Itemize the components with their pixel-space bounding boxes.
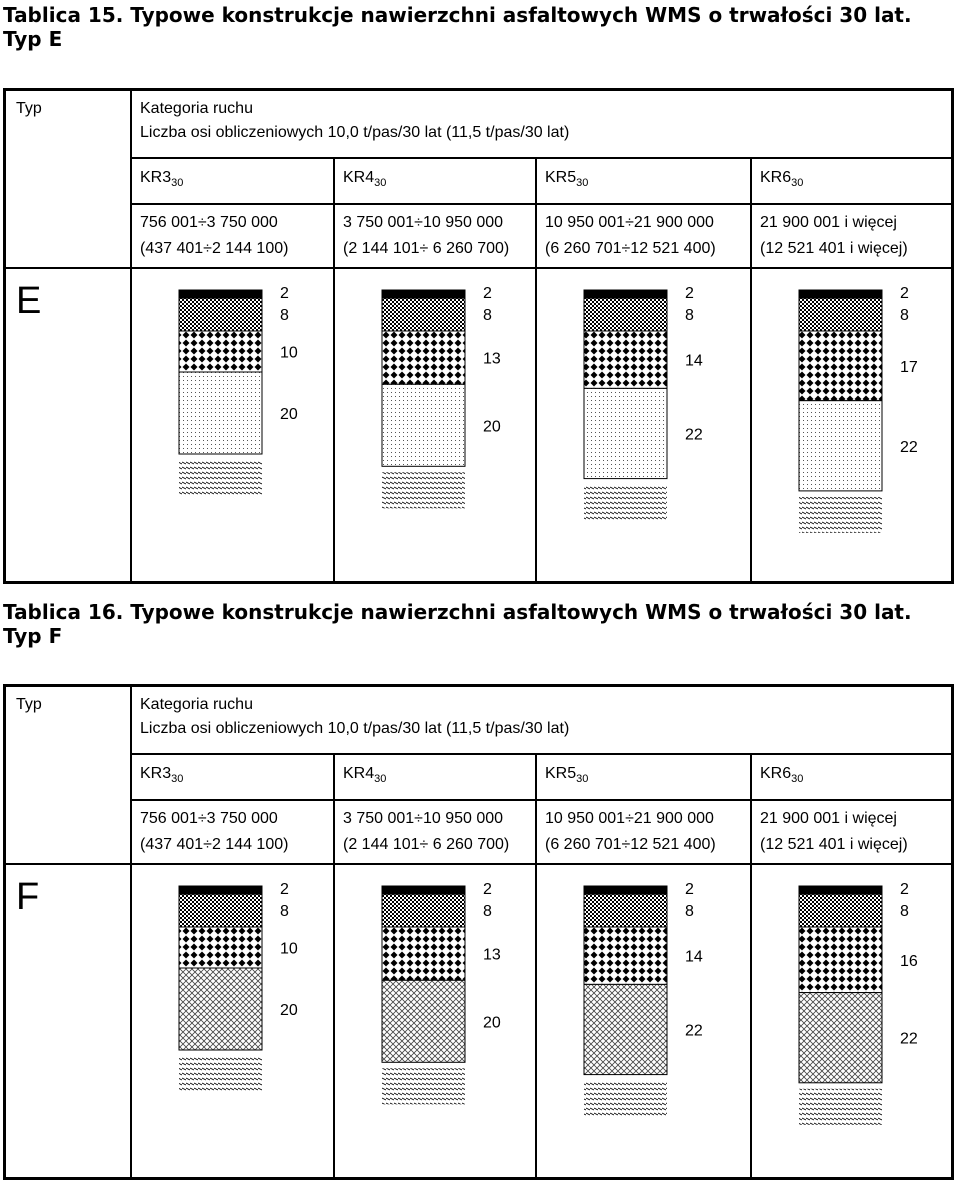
axle-range-alt: (12 521 401 i więcej): [760, 836, 908, 853]
typ-header: Typ: [16, 696, 42, 713]
binder-layer: [799, 894, 882, 927]
axle-range: 21 900 001 i więcej: [760, 214, 897, 231]
caption-line-1: Tablica 15. Typowe konstrukcje nawierzchni asfaltowych WMS o trwałości 30 lat.: [3, 3, 912, 27]
axle-range: 756 001÷3 750 000: [140, 214, 278, 231]
binder-layer: [179, 894, 262, 927]
kr-name: KR3: [140, 169, 172, 186]
table-16-svg: [6, 687, 951, 1177]
layer-thickness-label: 2: [280, 285, 289, 302]
axle-range-alt: (2 144 101÷ 6 260 700): [343, 240, 510, 257]
pavement-diagram: [179, 881, 298, 1092]
layer-thickness-label: 20: [280, 406, 298, 423]
asphalt-base-layer: [382, 927, 465, 980]
liczba-osi-label: Liczba osi obliczeniowych 10,0 t/pas/30 lat (11,5 t/pas/30 lat): [140, 124, 570, 141]
subbase-layer: [382, 384, 465, 466]
asphalt-base-layer: [584, 927, 667, 984]
table-16: [3, 684, 954, 1180]
subgrade-hatch: [382, 472, 465, 508]
layer-thickness-label: 2: [900, 285, 909, 302]
wearing-layer: [382, 886, 465, 894]
layer-thickness-label: 20: [483, 418, 501, 436]
binder-layer: [382, 298, 465, 331]
kr-subscript: 30: [791, 177, 804, 189]
kr-subscript: 30: [374, 773, 387, 785]
pavement-diagram: [799, 285, 918, 533]
asphalt-base-layer: [179, 927, 262, 968]
asphalt-base-layer: [584, 331, 667, 388]
wearing-layer: [382, 290, 465, 298]
subgrade-hatch: [584, 1081, 667, 1117]
wearing-layer: [584, 886, 667, 894]
subgrade-hatch: [179, 1056, 262, 1092]
table-15-svg: [6, 91, 951, 581]
kategoria-ruchu-label: Kategoria ruchu: [140, 100, 253, 117]
layer-thickness-label: 20: [483, 1014, 501, 1032]
asphalt-base-layer: [179, 331, 262, 372]
type-letter: E: [16, 280, 42, 322]
layer-thickness-label: 2: [685, 285, 694, 302]
layer-thickness-label: 22: [685, 426, 703, 444]
kr-name: KR4: [343, 169, 375, 186]
layer-thickness-label: 22: [685, 1022, 703, 1040]
binder-layer: [382, 894, 465, 927]
layer-thickness-label: 8: [685, 903, 694, 921]
kr-subscript: 30: [171, 773, 184, 785]
axle-range-alt: (437 401÷2 144 100): [140, 836, 289, 853]
pavement-diagram: [584, 881, 703, 1117]
pavement-diagram: [799, 881, 918, 1125]
kr-name: KR5: [545, 169, 577, 186]
axle-range: 10 950 001÷21 900 000: [545, 810, 714, 827]
layer-thickness-label: 2: [483, 285, 492, 302]
axle-range: 10 950 001÷21 900 000: [545, 214, 714, 231]
layer-thickness-label: 8: [483, 903, 492, 921]
layer-thickness-label: 20: [280, 1002, 298, 1019]
layer-thickness-label: 8: [280, 903, 289, 921]
subgrade-hatch: [382, 1068, 465, 1104]
kategoria-ruchu-label: Kategoria ruchu: [140, 696, 253, 713]
layer-thickness-label: 2: [280, 881, 289, 898]
typ-header: Typ: [16, 100, 42, 117]
layer-thickness-label: 14: [685, 352, 703, 370]
liczba-osi-label: Liczba osi obliczeniowych 10,0 t/pas/30 lat (11,5 t/pas/30 lat): [140, 720, 570, 737]
table-15: [3, 88, 954, 584]
kr-header: [760, 765, 803, 785]
kr-header: [140, 169, 183, 189]
subbase-layer: [382, 980, 465, 1062]
subbase-layer: [179, 968, 262, 1050]
pavement-diagram: [382, 881, 501, 1104]
kr-name: KR4: [343, 765, 375, 782]
asphalt-base-layer: [799, 331, 882, 401]
axle-range-alt: (437 401÷2 144 100): [140, 240, 289, 257]
subgrade-hatch: [584, 485, 667, 521]
pavement-diagram: [382, 285, 501, 508]
layer-thickness-label: 8: [900, 307, 909, 325]
axle-range: 756 001÷3 750 000: [140, 810, 278, 827]
layer-thickness-label: 16: [900, 952, 918, 970]
layer-thickness-label: 10: [280, 344, 298, 362]
wearing-layer: [179, 290, 262, 298]
subbase-layer: [584, 984, 667, 1074]
axle-range-alt: (12 521 401 i więcej): [760, 240, 908, 257]
kr-subscript: 30: [576, 177, 589, 189]
layer-thickness-label: 8: [900, 903, 909, 921]
pavement-diagram: [584, 285, 703, 521]
layer-thickness-label: 2: [483, 881, 492, 898]
kr-name: KR6: [760, 169, 792, 186]
asphalt-base-layer: [382, 331, 465, 384]
wearing-layer: [179, 886, 262, 894]
kr-header: [545, 765, 588, 785]
layer-thickness-label: 13: [483, 350, 501, 368]
caption-line-2: Typ E: [3, 27, 63, 51]
axle-range-alt: (6 260 701÷12 521 400): [545, 836, 716, 853]
layer-thickness-label: 8: [685, 307, 694, 325]
subbase-layer: [584, 388, 667, 478]
kr-name: KR5: [545, 765, 577, 782]
subgrade-hatch: [179, 460, 262, 496]
table-15-caption: [3, 3, 912, 51]
binder-layer: [584, 298, 667, 331]
axle-range-alt: (2 144 101÷ 6 260 700): [343, 836, 510, 853]
kr-name: KR3: [140, 765, 172, 782]
wearing-layer: [799, 290, 882, 298]
subbase-layer: [179, 372, 262, 454]
layer-thickness-label: 8: [483, 307, 492, 325]
kr-subscript: 30: [576, 773, 589, 785]
axle-range: 3 750 001÷10 950 000: [343, 214, 504, 231]
layer-thickness-label: 13: [483, 946, 501, 964]
axle-range: 21 900 001 i więcej: [760, 810, 897, 827]
kr-header: [545, 169, 588, 189]
subgrade-hatch: [799, 497, 882, 533]
pavement-diagram: [179, 285, 298, 496]
table-16-caption: [3, 600, 912, 648]
layer-thickness-label: 10: [280, 940, 298, 958]
binder-layer: [179, 298, 262, 331]
kr-subscript: 30: [374, 177, 387, 189]
layer-thickness-label: 14: [685, 948, 703, 966]
binder-layer: [799, 298, 882, 331]
kr-subscript: 30: [791, 773, 804, 785]
caption-line-2: Typ F: [3, 624, 63, 648]
subgrade-hatch: [799, 1089, 882, 1125]
layer-thickness-label: 2: [900, 881, 909, 898]
binder-layer: [584, 894, 667, 927]
wearing-layer: [799, 886, 882, 894]
layer-thickness-label: 2: [685, 881, 694, 898]
subbase-layer: [799, 993, 882, 1083]
axle-range-alt: (6 260 701÷12 521 400): [545, 240, 716, 257]
kr-header: [343, 765, 386, 785]
subbase-layer: [799, 401, 882, 491]
layer-thickness-label: 22: [900, 1030, 918, 1048]
type-letter: F: [16, 876, 40, 918]
kr-name: KR6: [760, 765, 792, 782]
kr-header: [760, 169, 803, 189]
layer-thickness-label: 22: [900, 438, 918, 456]
kr-header: [140, 765, 183, 785]
axle-range: 3 750 001÷10 950 000: [343, 810, 504, 827]
kr-subscript: 30: [171, 177, 184, 189]
kr-header: [343, 169, 386, 189]
asphalt-base-layer: [799, 927, 882, 993]
layer-thickness-label: 8: [280, 307, 289, 325]
caption-line-1: Tablica 16. Typowe konstrukcje nawierzchni asfaltowych WMS o trwałości 30 lat.: [3, 600, 912, 624]
wearing-layer: [584, 290, 667, 298]
layer-thickness-label: 17: [900, 358, 918, 376]
